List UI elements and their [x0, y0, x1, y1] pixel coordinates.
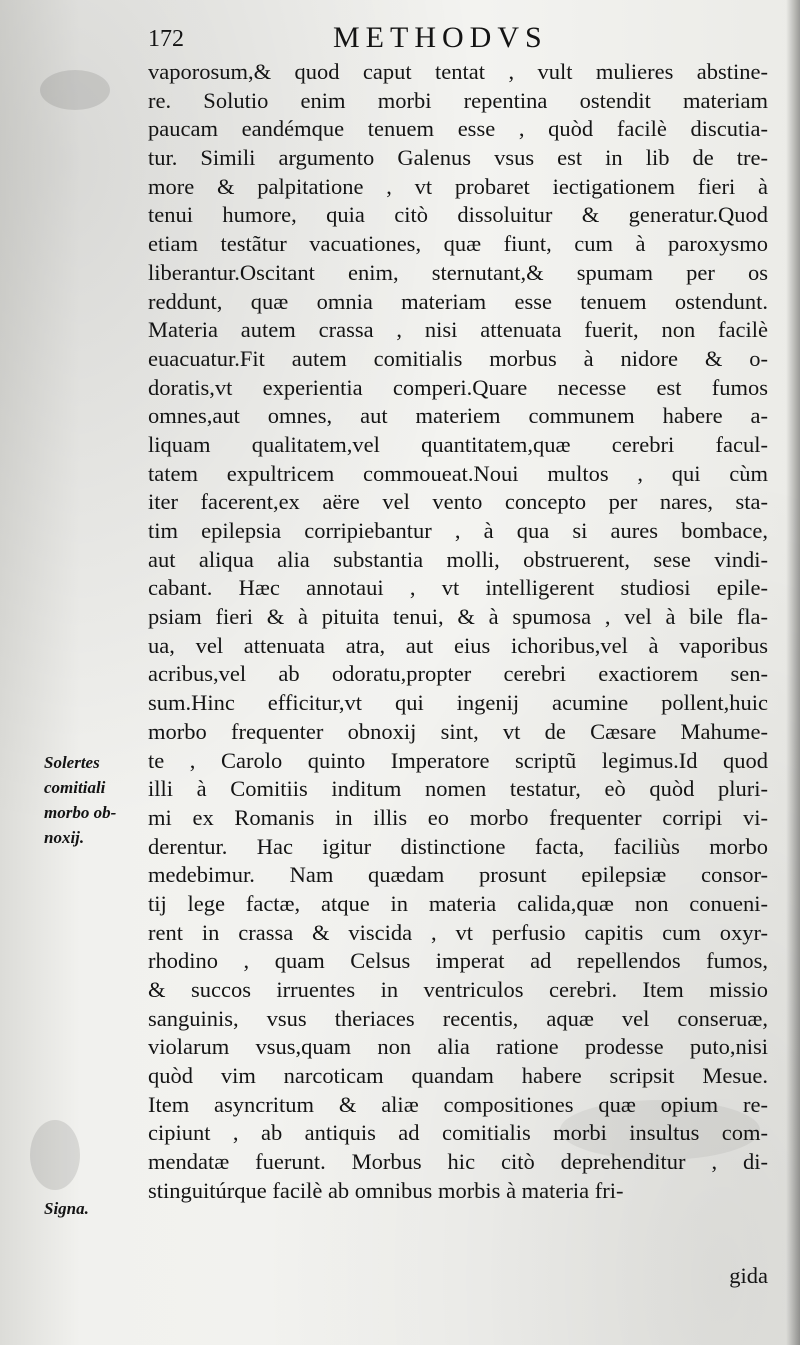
margin-note-solertes: [44, 750, 154, 850]
text-line: acribus,vel ab odoratu,propter cerebri exactiorem sen-: [148, 661, 768, 687]
text-line: violarum vsus,quam non alia ratione prodesse puto,nisi: [148, 1034, 768, 1060]
text-line: liquam qualitatem,vel quantitatem,quæ cerebri facul-: [148, 431, 768, 457]
text-line: ua, vel attenuata atra, aut eius ichoribus,vel à vaporibus: [148, 632, 768, 658]
text-line: cipiunt , ab antiquis ad comitialis morbi insultus com-: [148, 1120, 768, 1146]
text-line: tur. Simili argumento Galenus vsus est in lib de tre-: [148, 145, 768, 171]
text-line: derentur. Hac igitur distinctione facta, faciliùs morbo: [148, 833, 768, 859]
margin-note-signa: [44, 1196, 154, 1221]
page-number: 172: [148, 26, 184, 52]
text-line: rhodino , quam Celsus imperat ad repellendos fumos,: [148, 948, 768, 974]
catchword: gida: [729, 1263, 768, 1288]
text-line: & succos irruentes in ventriculos cerebri. Item missio: [148, 977, 768, 1002]
text-line: tatem expultricem commoueat.Noui multos , qui cùm: [148, 460, 768, 486]
text-line: more & palpitatione , vt probaret iectigationem fieri à: [148, 173, 768, 199]
text-line: illi à Comitiis inditum nomen testatur, eò quòd pluri-: [148, 776, 768, 802]
text-line: doratis,vt experientia comperi.Quare necesse est fumos: [148, 374, 768, 400]
page-header: [148, 18, 768, 62]
body-text: [148, 58, 768, 1206]
margin-note-line: comitiali: [44, 778, 106, 797]
text-line: Materia autem crassa , nisi attenuata fuerit, non facilè: [148, 317, 768, 343]
text-line: cabant. Hæc annotaui , vt intelligerent studiosi epile-: [148, 575, 768, 601]
text-line: tim epilepsia corripiebantur , à qua si aures bombace,: [148, 518, 768, 543]
margin-note-line: morbo ob-: [44, 803, 117, 822]
text-line: etiam testãtur vacuationes, quæ fiunt, cum à paroxysmo: [148, 231, 768, 257]
text-line: mi ex Romanis in illis eo morbo frequenter corripi vi-: [148, 804, 768, 830]
text-line: tij lege factæ, atque in materia calida,quæ non conueni-: [148, 890, 768, 916]
text-line: psiam fieri & à pituita tenui, & à spumosa , vel à bile fla-: [148, 604, 768, 630]
text-line: rent in crassa & viscida , vt perfusio capitis cum oxyr-: [148, 919, 768, 945]
text-line: re. Solutio enim morbi repentina ostendit materiam: [148, 87, 768, 113]
margin-note-line: noxij.: [44, 828, 85, 847]
text-line: vaporosum,& quod caput tentat , vult mulieres abstine-: [148, 59, 768, 84]
text-line: tenui humore, quia citò dissoluitur & generatur.Quod: [148, 202, 768, 228]
text-line: te , Carolo quinto Imperatore scriptũ legimus.Id quod: [148, 747, 768, 773]
text-line: sanguinis, vsus theriaces recentis, aquæ vel conseruæ,: [148, 1005, 768, 1031]
text-line: medebimur. Nam quædam prosunt epilepsiæ consor-: [148, 862, 768, 888]
text-line: paucam eandémque tenuem esse , quòd facilè discutia-: [148, 116, 768, 142]
text-line: omnes,aut omnes, aut materiem communem habere a-: [148, 403, 768, 429]
text-line: stinguitúrque facilè ab omnibus morbis à materia fri-: [148, 1177, 624, 1203]
margin-notes: [44, 0, 152, 1345]
text-line: sum.Hinc efficitur,vt qui ingenij acumine pollent,huic: [148, 690, 768, 716]
page-edge-shadow: [786, 0, 800, 1345]
text-line: aut aliqua alia substantia molli, obstruerent, sese vindi-: [148, 546, 768, 572]
text-line: Item asyncritum & aliæ compositiones quæ opium re-: [148, 1091, 768, 1117]
text-line: quòd vim narcoticam quandam habere scripsit Mesue.: [148, 1063, 768, 1089]
text-line: morbo frequenter obnoxij sint, vt de Cæsare Mahume-: [148, 718, 768, 744]
running-title: METHODVS: [333, 21, 548, 54]
text-line: reddunt, quæ omnia materiam esse tenuem ostendunt.: [148, 288, 768, 314]
text-line: euacuatur.Fit autem comitialis morbus à nidore & o-: [148, 345, 768, 371]
margin-note-line: Signa.: [44, 1199, 89, 1218]
text-line: liberantur.Oscitant enim, sternutant,& spumam per os: [148, 259, 768, 285]
margin-note-line: Solertes: [44, 753, 100, 772]
text-line: mendatæ fuerunt. Morbus hic citò deprehenditur , di-: [148, 1149, 768, 1175]
text-line: iter facerent,ex aëre vel vento concepto per nares, sta-: [148, 489, 768, 515]
